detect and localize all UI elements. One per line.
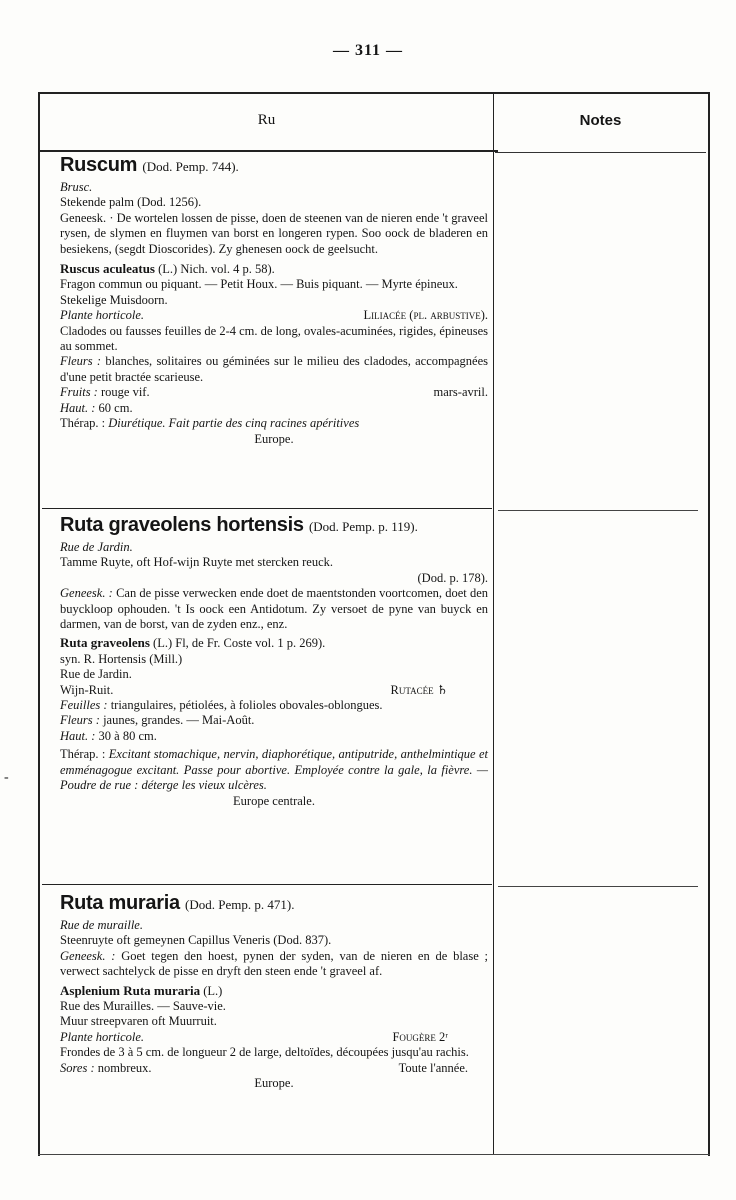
dutch-name: Tamme Ruyte, oft Hof-wijn Ruyte met stercken reuck. [60,555,334,570]
fruits-label: Fruits : [60,385,98,400]
description: Cladodes ou fausses feuilles de 2-4 cm. de long, ovales-acuminées, rigides, épineuses au sommet. [60,323,489,354]
latin-ref: (L.) [203,983,223,998]
margin-mark: - [4,770,9,785]
notes-column-divider [493,92,494,1154]
dutch-name-2: Muur streepvaren oft Muurruit. [60,1014,217,1029]
latin-ref: (L.) Nich. vol. 4 p. 58). [158,262,275,277]
entry-ruscum [60,152,488,447]
common-names: Fragon commun ou piquant. — Petit Houx. — Buis piquant. — Myrte épineux. [60,277,458,292]
french-name-2: Rue des Murailles. — Sauve-vie. [60,999,226,1014]
french-name: Brusc. [60,180,93,194]
table-bottom-rule [38,1154,710,1155]
notes-rule [498,886,698,887]
haut-text: 60 cm. [98,400,133,415]
fleurs-label: Fleurs : [60,354,102,369]
therap-label: Thérap. : [60,747,106,762]
header-notes: Notes [579,112,622,129]
french-name: Rue de muraille. [60,918,143,932]
therap-text: Diurétique. Fait partie des cinq racines apéritives [108,416,360,431]
latin-name: Ruscus aculeatus [60,261,155,277]
fruits-time: mars-avril. [433,385,488,400]
header-left: Ru [257,112,276,128]
fleurs-label: Fleurs : [60,713,100,728]
origin: Europe centrale. [233,793,315,808]
therap-text: Excitant stomachique, nervin, diaphorétique, antiputride, anthelmintique et emménagogue excitant. Passe pour abortive. Employée contre la gale, la fièvre. — Poudre de rue : déterge les vieux ulcères. [60,747,488,793]
geneesk-label: Geneesk. : [60,586,113,601]
dutch-name-2: Wijn-Ruit. [60,682,114,697]
latin-name: Asplenium Ruta muraria [60,982,201,998]
family: Rutacée ♄ [390,682,448,697]
fruits-text: rouge vif. [100,385,150,400]
sores-time: Toute l'année. [398,1060,468,1075]
dutch-name: Steenruyte oft gemeynen Capillus Veneris (Dod. 837). [60,933,332,948]
entry-title: Ruscum [60,154,138,176]
geneesk-text: Geneesk. · De wortelen lossen de pisse, doen de steenen van de nieren ende 't graveel rysen, de slymen en fluymen van borst en longeren rypen. Soo oock de bladeren en besiekens, (segdt Dioscorides). Zy ghenesen oock de geelsucht. [60,210,488,256]
haut-text: 30 à 80 cm. [98,728,157,743]
entry-title: Ruta muraria [60,892,180,914]
geneesk-text: Can de pisse verwecken ende doet de maentstonden voortcomen, doet den buyckloop ophouden. 't Is oock een Antidotum. Zy versoet de pyne van buyck en darmen, van de borst, van de zyden enz., enz. [60,586,489,632]
dutch-common: Stekelige Muisdoorn. [60,292,168,307]
section-divider [42,884,492,885]
notes-rule [498,510,698,511]
french-name: Rue de Jardin. [60,540,133,554]
family: Fougère 2ʳ [392,1029,448,1044]
origin: Europe. [254,431,294,446]
entry-ref: (Dod. Pemp. 744). [142,159,239,174]
plante-label: Plante horticole. [60,1029,145,1044]
feuilles-text: triangulaires, pétiolées, à folioles obovales-oblongues. [110,698,383,713]
page-number: — 311 — [332,42,404,59]
dutch-name: Stekende palm (Dod. 1256). [60,195,202,210]
french-name-2: Rue de Jardin. [60,667,132,682]
entry-ref: (Dod. Pemp. p. 119). [308,519,418,534]
entry-title: Ruta graveolens hortensis [60,514,304,536]
haut-label: Haut. : [60,728,96,743]
haut-label: Haut. : [60,400,96,415]
geneesk-label: Geneesk. : [60,948,116,963]
header-rule-notes [495,152,706,153]
latin-name: Ruta graveolens [60,635,150,651]
entry-ref: (Dod. Pemp. p. 471). [185,897,295,912]
section-divider [42,508,492,509]
feuilles-label: Feuilles : [60,698,108,713]
sores-text: nombreux. [97,1060,152,1075]
latin-ref: (L.) Fl, de Fr. Coste vol. 1 p. 269). [153,636,326,651]
family: Liliacée (pl. arbustive). [363,308,488,323]
entry-ruta-muraria [60,890,488,1091]
geneesk-text: Goet tegen den hoest, pynen der syden, van de nieren en de blase ; verwect sachtelyck de pisse en dryft den steen ende 't graveel af. [60,948,489,979]
entry-ruta-hortensis [60,512,488,809]
fleurs-text: jaunes, grandes. — Mai-Août. [103,713,255,728]
description: Frondes de 3 à 5 cm. de longueur 2 de large, deltoïdes, découpées jusqu'au rachis. [60,1045,469,1060]
therap-label: Thérap. : [60,416,106,431]
dutch-ref: (Dod. p. 178). [417,570,488,585]
fleurs-text: blanches, solitaires ou géminées sur le milieu des cladodes, accompagnées d'une petit bractée scarieuse. [60,354,488,384]
sores-label: Sores : [60,1060,95,1075]
origin: Europe. [254,1076,294,1091]
synonym: syn. R. Hortensis (Mill.) [60,651,183,666]
plante-label: Plante horticole. [60,308,145,323]
